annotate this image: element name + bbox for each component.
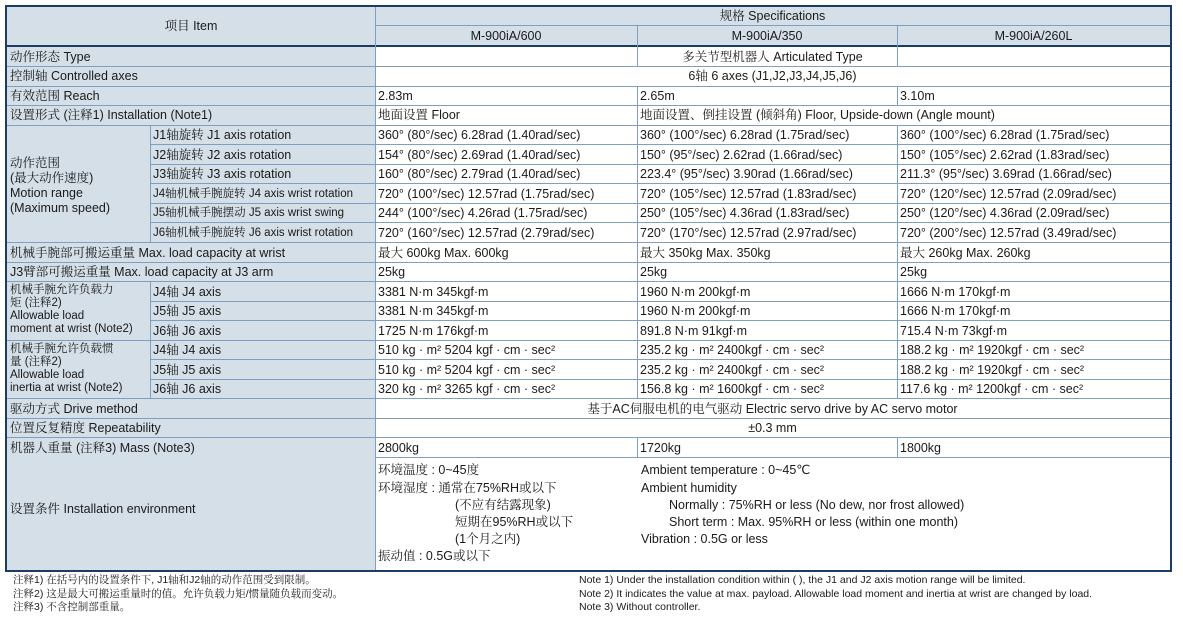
- header-model-350: M-900iA/350: [731, 29, 803, 43]
- row-mass-label: 机器人重量 (注释3) Mass (Note3): [10, 441, 195, 455]
- row-env-label: 设置条件 Installation environment: [10, 502, 196, 516]
- notes-cn: [13, 574, 343, 615]
- moment-group-label-en2: moment at wrist (Note2): [10, 323, 133, 335]
- row-repeat-value: ±0.3 mm: [748, 421, 797, 435]
- motion-j4-label: J4轴机械手腕旋转 J4 axis wrist rotation: [153, 188, 354, 200]
- motion-j4-600: 720° (100°/sec) 12.57rad (1.75rad/sec): [378, 187, 595, 201]
- motion-j5-label: J5轴机械手腕摆动 J5 axis wrist swing: [153, 207, 345, 219]
- env-en-temp: Ambient temperature : 0~45℃: [641, 463, 811, 477]
- motion-j6-350: 720° (170°/sec) 12.57rad (2.97rad/sec): [640, 226, 857, 240]
- row-reach-label: 有效范围 Reach: [10, 89, 100, 103]
- inertia-j6-350: 156.8 kg · m² 1600kgf · cm · sec²: [640, 382, 825, 396]
- note-en-2: Note 2) It indicates the value at max. payload. Allowable load moment and inertia at wrist are changed by load.: [579, 587, 1093, 600]
- motion-j2-600: 154° (80°/sec) 2.69rad (1.40rad/sec): [378, 148, 581, 162]
- row-mass-350: 1720kg: [640, 441, 682, 455]
- motion-j1-label: J1轴旋转 J1 axis rotation: [153, 128, 292, 142]
- env-en-vibration: Vibration : 0.5G or less: [641, 532, 768, 546]
- motion-group-label-en2: (Maximum speed): [10, 201, 111, 215]
- row-axes-value: 6轴 6 axes (J1,J2,J3,J4,J5,J6): [688, 69, 857, 83]
- moment-j5-350: 1960 N·m 200kgf·m: [640, 304, 751, 318]
- row-reach-350: 2.65m: [640, 89, 675, 103]
- env-en-humidity: Ambient humidity: [641, 481, 737, 495]
- row-j3-load-600: 25kg: [378, 265, 406, 279]
- row-repeat-label: 位置反复精度 Repeatability: [10, 421, 161, 435]
- moment-j4-350: 1960 N·m 200kgf·m: [640, 285, 751, 299]
- note-cn-3: 注释3) 不含控制部重量。: [13, 601, 131, 613]
- moment-j4-600: 3381 N·m 345kgf·m: [378, 285, 489, 299]
- header-model-260l: M-900iA/260L: [994, 29, 1073, 43]
- row-installation-label: 设置形式 (注释1) Installation (Note1): [10, 108, 213, 122]
- inertia-j4-350: 235.2 kg · m² 2400kgf · cm · sec²: [640, 343, 825, 357]
- inertia-j5-260l: 188.2 kg · m² 1920kgf · cm · sec²: [900, 363, 1085, 377]
- env-en-short: Short term : Max. 95%RH or less (within one month): [669, 515, 958, 529]
- moment-group-label-en: Allowable load: [10, 310, 85, 322]
- motion-group-label-cn: 动作范围: [10, 156, 61, 170]
- inertia-j6-260l: 117.6 kg · m² 1200kgf · cm · sec²: [900, 382, 1084, 396]
- motion-j3-260l: 211.3° (95°/sec) 3.69rad (1.66rad/sec): [900, 167, 1112, 181]
- env-cn-short: 短期在95%RH或以下: [455, 515, 574, 529]
- row-type-label: 动作形态 Type: [10, 50, 91, 64]
- moment-j5-260l: 1666 N·m 170kgf·m: [900, 304, 1011, 318]
- header-model-600: M-900iA/600: [470, 29, 542, 43]
- motion-j2-label: J2轴旋转 J2 axis rotation: [153, 148, 292, 162]
- inertia-j5-350: 235.2 kg · m² 2400kgf · cm · sec²: [640, 363, 825, 377]
- row-j3-load-350: 25kg: [640, 265, 668, 279]
- env-cn-no-dew: (不应有结露现象): [455, 498, 551, 512]
- moment-j4-260l: 1666 N·m 170kgf·m: [900, 285, 1011, 299]
- row-drive-value: 基于AC伺服电机的电气驱动 Electric servo drive by AC servo motor: [587, 402, 958, 416]
- moment-j4-label: J4轴 J4 axis: [153, 285, 222, 299]
- inertia-j5-600: 510 kg · m² 5204 kgf · cm · sec²: [378, 363, 556, 377]
- note-en-3: Note 3) Without controller.: [579, 601, 701, 613]
- note-cn-1: 注释1) 在括号内的设置条件下, J1轴和J2轴的动作范围受到限制。: [13, 574, 316, 586]
- row-installation-600: 地面设置 Floor: [378, 108, 460, 122]
- env-cn-humidity: 环境湿度 : 通常在75%RH或以下: [378, 481, 557, 495]
- inertia-group-label-en: Allowable load: [10, 369, 85, 381]
- note-cn-2: 注释2) 这是最大可搬运重量时的值。允许负载力矩/惯量随负载而变动。: [13, 587, 344, 600]
- row-j3-load-260l: 25kg: [900, 265, 928, 279]
- row-installation-350-260l: 地面设置、倒挂设置 (倾斜角) Floor, Upside-down (Angle mount): [640, 108, 995, 122]
- motion-j1-260l: 360° (100°/sec) 6.28rad (1.75rad/sec): [900, 128, 1110, 142]
- notes-en: [579, 574, 1092, 615]
- header-spec: 规格 Specifications: [719, 9, 826, 23]
- row-j3-load-label: J3臂部可搬运重量 Max. load capacity at J3 arm: [10, 265, 274, 279]
- motion-j5-600: 244° (100°/sec) 4.26rad (1.75rad/sec): [378, 206, 588, 220]
- motion-j3-label: J3轴旋转 J3 axis rotation: [153, 167, 292, 181]
- row-reach-600: 2.83m: [378, 89, 413, 103]
- motion-j3-600: 160° (80°/sec) 2.79rad (1.40rad/sec): [378, 167, 581, 181]
- motion-j1-350: 360° (100°/sec) 6.28rad (1.75rad/sec): [640, 128, 850, 142]
- row-wrist-load-350: 最大 350kg Max. 350kg: [640, 246, 771, 260]
- row-drive-label: 驱动方式 Drive method: [10, 402, 138, 416]
- inertia-j4-600: 510 kg · m² 5204 kgf · cm · sec²: [378, 343, 556, 357]
- motion-j6-label: J6轴机械手腕旋转 J6 axis wrist rotation: [153, 227, 354, 239]
- motion-group-label-en: Motion range: [10, 186, 83, 200]
- env-en-normally: Normally : 75%RH or less (No dew, nor frost allowed): [669, 498, 965, 512]
- header-item: 项目 Item: [164, 19, 218, 33]
- inertia-j5-label: J5轴 J5 axis: [153, 363, 222, 377]
- moment-j6-260l: 715.4 N·m 73kgf·m: [900, 324, 1007, 338]
- spec-table: [5, 5, 1172, 572]
- env-cn-vibration: 振动值 : 0.5G或以下: [378, 549, 491, 563]
- row-reach-260l: 3.10m: [900, 89, 935, 103]
- motion-j4-260l: 720° (120°/sec) 12.57rad (2.09rad/sec): [900, 187, 1117, 201]
- moment-j6-350: 891.8 N·m 91kgf·m: [640, 324, 747, 338]
- moment-j6-600: 1725 N·m 176kgf·m: [378, 324, 489, 338]
- motion-group-label-cn2: (最大动作速度): [10, 171, 94, 185]
- motion-j2-260l: 150° (105°/sec) 2.62rad (1.83rad/sec): [900, 148, 1110, 162]
- inertia-group-label-en2: inertia at wrist (Note2): [10, 382, 123, 394]
- motion-j5-350: 250° (105°/sec) 4.36rad (1.83rad/sec): [640, 206, 850, 220]
- motion-j2-350: 150° (95°/sec) 2.62rad (1.66rad/sec): [640, 148, 843, 162]
- moment-group-label-cn2: 矩 (注释2): [10, 297, 62, 309]
- moment-group-label-cn: 机械手腕允许负载力: [10, 284, 114, 296]
- row-wrist-load-label: 机械手腕部可搬运重量 Max. load capacity at wrist: [10, 246, 286, 260]
- row-axes-label: 控制轴 Controlled axes: [10, 69, 138, 83]
- row-wrist-load-260l: 最大 260kg Max. 260kg: [900, 246, 1031, 260]
- row-mass-600: 2800kg: [378, 441, 420, 455]
- motion-j3-350: 223.4° (95°/sec) 3.90rad (1.66rad/sec): [640, 167, 853, 181]
- inertia-j4-label: J4轴 J4 axis: [153, 343, 222, 357]
- env-cn-temp: 环境温度 : 0~45度: [378, 463, 480, 477]
- motion-j5-260l: 250° (120°/sec) 4.36rad (2.09rad/sec): [900, 206, 1110, 220]
- moment-j5-600: 3381 N·m 345kgf·m: [378, 304, 489, 318]
- moment-j6-label: J6轴 J6 axis: [153, 324, 222, 338]
- inertia-j4-260l: 188.2 kg · m² 1920kgf · cm · sec²: [900, 343, 1085, 357]
- motion-j1-600: 360° (80°/sec) 6.28rad (1.40rad/sec): [378, 128, 581, 142]
- row-type-value: 多关节型机器人 Articulated Type: [682, 50, 863, 64]
- motion-j4-350: 720° (105°/sec) 12.57rad (1.83rad/sec): [640, 187, 857, 201]
- inertia-j6-label: J6轴 J6 axis: [153, 382, 222, 396]
- motion-j6-260l: 720° (200°/sec) 12.57rad (3.49rad/sec): [900, 226, 1117, 240]
- inertia-group-label-cn2: 量 (注释2): [10, 356, 62, 368]
- note-en-1: Note 1) Under the installation condition within ( ), the J1 and J2 axis motion range will be limited.: [579, 574, 1026, 586]
- motion-j6-600: 720° (160°/sec) 12.57rad (2.79rad/sec): [378, 226, 595, 240]
- env-cn-month: (1个月之内): [455, 532, 521, 546]
- row-wrist-load-600: 最大 600kg Max. 600kg: [378, 246, 509, 260]
- row-mass-260l: 1800kg: [900, 441, 942, 455]
- moment-j5-label: J5轴 J5 axis: [153, 304, 222, 318]
- inertia-j6-600: 320 kg · m² 3265 kgf · cm · sec²: [378, 382, 556, 396]
- inertia-group-label-cn: 机械手腕允许负载惯: [10, 343, 114, 355]
